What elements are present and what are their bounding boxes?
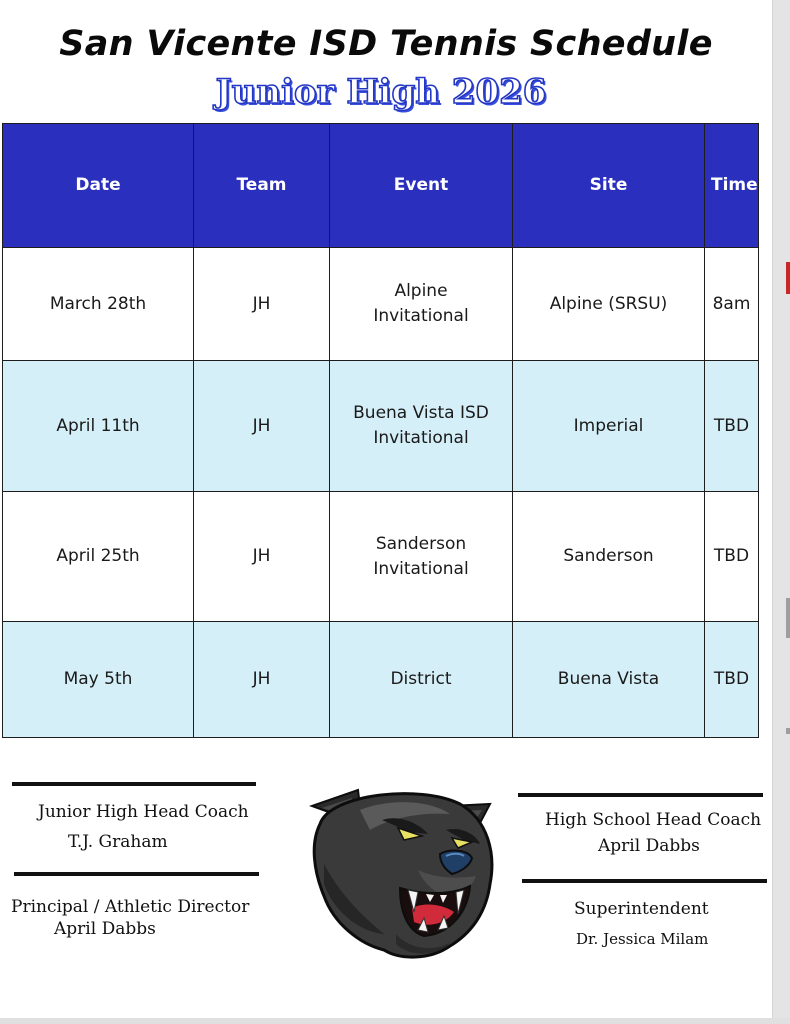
principal-role: Principal / Athletic Director: [11, 897, 250, 917]
cell-team: JH: [194, 492, 330, 622]
page-edge-marker: [786, 598, 790, 638]
cell-site: Alpine (SRSU): [513, 248, 705, 361]
cell-time: TBD: [705, 361, 759, 492]
principal-name: April Dabbs: [54, 919, 156, 939]
cell-time: TBD: [705, 622, 759, 738]
table-header-row: [3, 124, 759, 248]
cell-site: Buena Vista: [513, 622, 705, 738]
divider-line: [522, 879, 767, 883]
cell-team: JH: [194, 361, 330, 492]
table-row: [3, 492, 759, 622]
page-edge-right: [772, 0, 790, 1024]
column-header-team: Team: [194, 124, 330, 248]
page-edge-marker: [786, 728, 790, 734]
jh-coach-role: Junior High Head Coach: [38, 802, 249, 822]
hs-coach-role: High School Head Coach: [545, 810, 762, 830]
table-row: [3, 622, 759, 738]
cell-time: TBD: [705, 492, 759, 622]
cell-date: May 5th: [3, 622, 194, 738]
cell-date: March 28th: [3, 248, 194, 361]
column-header-date: Date: [3, 124, 194, 248]
jh-coach-name: T.J. Graham: [68, 832, 168, 852]
cell-date: April 11th: [3, 361, 194, 492]
schedule-table: [2, 123, 759, 738]
superintendent-name: Dr. Jessica Milam: [576, 930, 709, 948]
column-header-time: Time: [705, 124, 759, 248]
divider-line: [12, 782, 256, 786]
divider-line: [518, 793, 763, 797]
page-subtitle: Junior High 2026: [215, 72, 547, 112]
superintendent-role: Superintendent: [574, 899, 709, 919]
cell-event: Sanderson Invitational: [330, 492, 513, 622]
page-edge-bottom: [0, 1018, 790, 1024]
cell-site: Sanderson: [513, 492, 705, 622]
cell-event: Buena Vista ISD Invitational: [330, 361, 513, 492]
cell-team: JH: [194, 622, 330, 738]
divider-line: [14, 872, 259, 876]
cell-time: 8am: [705, 248, 759, 361]
page-title: San Vicente ISD Tennis Schedule: [59, 24, 713, 64]
column-header-event: Event: [330, 124, 513, 248]
cell-event: District: [330, 622, 513, 738]
table-row: [3, 248, 759, 361]
cell-site: Imperial: [513, 361, 705, 492]
hs-coach-name: April Dabbs: [598, 836, 700, 856]
cell-team: JH: [194, 248, 330, 361]
cell-date: April 25th: [3, 492, 194, 622]
cell-event: Alpine Invitational: [330, 248, 513, 361]
panther-logo-icon: [300, 784, 500, 964]
page-edge-marker: [786, 262, 790, 294]
column-header-site: Site: [513, 124, 705, 248]
table-row: [3, 361, 759, 492]
